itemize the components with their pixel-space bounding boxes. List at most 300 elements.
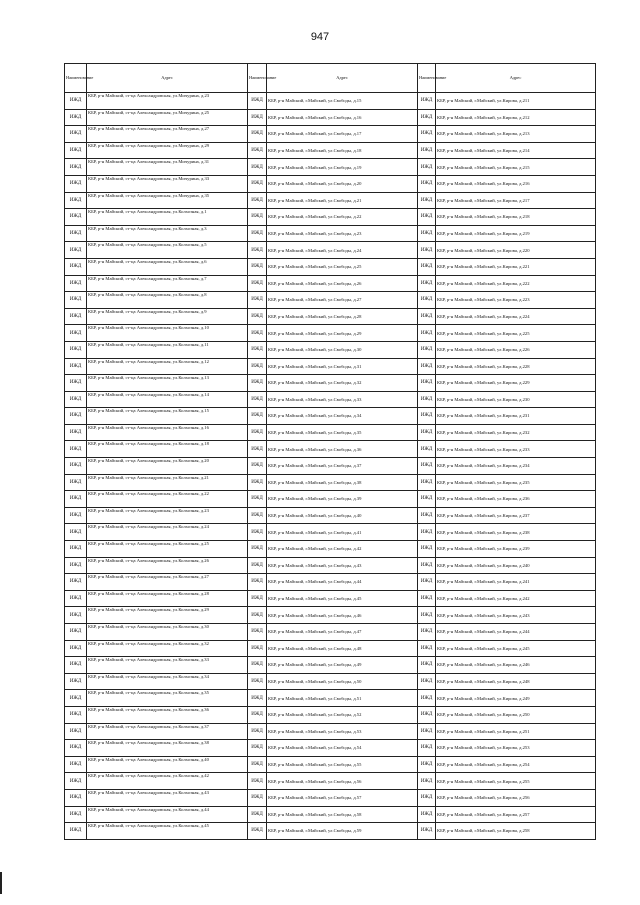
row-address-2: КБР, р-н Майский, г.Майский, ул.Свободы, д.55 (267, 756, 418, 773)
row-type-3: ИЖД (418, 192, 436, 209)
row-type-3: ИЖД (418, 258, 436, 275)
row-type-2: ИЖД (248, 441, 267, 458)
row-type-2: ИЖД (248, 673, 267, 690)
row-type-2: ИЖД (248, 159, 267, 176)
row-type-3: ИЖД (418, 640, 436, 657)
row-type-2: ИЖД (248, 175, 267, 192)
row-address-1: КБР, р-н Майский, ст-ца Александровская, ул.Колхозная, д.42 (87, 773, 248, 790)
row-address-1: КБР, р-н Майский, ст-ца Александровская, ул.Колхозная, д.16 (87, 424, 248, 441)
row-type-1: ИЖД (65, 225, 87, 242)
row-type-1: ИЖД (65, 341, 87, 358)
table-row (65, 541, 596, 558)
row-address-1: КБР, р-н Майский, ст-ца Александровская, ул.Колхозная, д.18 (87, 441, 248, 458)
row-address-3: КБР, р-н Майский, г.Майский, ул.Кирова, д.222 (436, 275, 596, 292)
row-type-1: ИЖД (65, 258, 87, 275)
row-address-1: КБР, р-н Майский, ст-ца Александровская, ул.Колхозная, д.13 (87, 375, 248, 392)
row-address-2: КБР, р-н Майский, г.Майский, ул.Свободы, д.41 (267, 524, 418, 541)
row-address-2: КБР, р-н Майский, г.Майский, ул.Свободы, д.28 (267, 308, 418, 325)
row-address-3: КБР, р-н Майский, г.Майский, ул.Кирова, д.254 (436, 756, 596, 773)
row-address-1: КБР, р-н Майский, ст-ца Александровская, ул.Мичурина, д.35 (87, 192, 248, 209)
table-row (65, 242, 596, 259)
row-type-3: ИЖД (418, 474, 436, 491)
row-address-2: КБР, р-н Майский, г.Майский, ул.Свободы, д.25 (267, 258, 418, 275)
row-address-2: КБР, р-н Майский, г.Майский, ул.Свободы, д.27 (267, 292, 418, 309)
row-type-2: ИЖД (248, 358, 267, 375)
row-type-2: ИЖД (248, 789, 267, 806)
table-row (65, 192, 596, 209)
row-type-2: ИЖД (248, 557, 267, 574)
row-address-3: КБР, р-н Майский, г.Майский, ул.Кирова, д.250 (436, 706, 596, 723)
row-type-2: ИЖД (248, 823, 267, 840)
row-type-3: ИЖД (418, 126, 436, 143)
table-row (65, 209, 596, 226)
row-address-2: КБР, р-н Майский, г.Майский, ул.Свободы, д.54 (267, 740, 418, 757)
row-address-1: КБР, р-н Майский, ст-ца Александровская, ул.Колхозная, д.30 (87, 624, 248, 641)
row-type-2: ИЖД (248, 93, 267, 110)
table-row (65, 756, 596, 773)
table-row (65, 292, 596, 309)
row-type-3: ИЖД (418, 93, 436, 110)
row-address-3: КБР, р-н Майский, г.Майский, ул.Кирова, д.238 (436, 524, 596, 541)
row-address-1: КБР, р-н Майский, ст-ца Александровская, ул.Колхозная, д.7 (87, 275, 248, 292)
row-type-2: ИЖД (248, 690, 267, 707)
row-address-1: КБР, р-н Майский, ст-ца Александровская, ул.Колхозная, д.43 (87, 789, 248, 806)
table-row (65, 275, 596, 292)
row-type-2: ИЖД (248, 325, 267, 342)
row-address-2: КБР, р-н Майский, г.Майский, ул.Свободы, д.33 (267, 391, 418, 408)
row-type-3: ИЖД (418, 341, 436, 358)
row-type-2: ИЖД (248, 275, 267, 292)
row-address-3: КБР, р-н Майский, г.Майский, ул.Кирова, д.218 (436, 209, 596, 226)
table-row (65, 258, 596, 275)
row-type-2: ИЖД (248, 292, 267, 309)
row-address-3: КБР, р-н Майский, г.Майский, ул.Кирова, д.216 (436, 175, 596, 192)
table-row (65, 673, 596, 690)
row-address-2: КБР, р-н Майский, г.Майский, ул.Свободы, д.19 (267, 159, 418, 176)
scan-edge-mark (0, 872, 2, 894)
row-type-3: ИЖД (418, 823, 436, 840)
table-row (65, 225, 596, 242)
row-address-1: КБР, р-н Майский, ст-ца Александровская, ул.Мичурина, д.25 (87, 109, 248, 126)
row-address-3: КБР, р-н Майский, г.Майский, ул.Кирова, д.233 (436, 441, 596, 458)
row-type-2: ИЖД (248, 491, 267, 508)
row-type-2: ИЖД (248, 773, 267, 790)
row-type-1: ИЖД (65, 441, 87, 458)
row-type-1: ИЖД (65, 773, 87, 790)
row-address-3: КБР, р-н Майский, г.Майский, ул.Кирова, д.237 (436, 507, 596, 524)
row-address-1: КБР, р-н Майский, ст-ца Александровская, ул.Колхозная, д.44 (87, 806, 248, 823)
row-type-1: ИЖД (65, 126, 87, 143)
row-address-1: КБР, р-н Майский, ст-ца Александровская, ул.Колхозная, д.12 (87, 358, 248, 375)
row-address-1: КБР, р-н Майский, ст-ца Александровская, ул.Колхозная, д.14 (87, 391, 248, 408)
row-address-2: КБР, р-н Майский, г.Майский, ул.Свободы, д.20 (267, 175, 418, 192)
row-address-3: КБР, р-н Майский, г.Майский, ул.Кирова, д.225 (436, 325, 596, 342)
row-address-1: КБР, р-н Майский, ст-ца Александровская, ул.Колхозная, д.27 (87, 574, 248, 591)
header-address-2: Адрес (267, 64, 418, 93)
table-row (65, 690, 596, 707)
row-address-2: КБР, р-н Майский, г.Майский, ул.Свободы, д.15 (267, 93, 418, 110)
row-address-1: КБР, р-н Майский, ст-ца Александровская, ул.Колхозная, д.24 (87, 524, 248, 541)
page-number: 947 (310, 31, 330, 43)
row-type-1: ИЖД (65, 375, 87, 392)
row-address-1: КБР, р-н Майский, ст-ца Александровская, ул.Колхозная, д.10 (87, 325, 248, 342)
row-type-2: ИЖД (248, 756, 267, 773)
row-type-3: ИЖД (418, 673, 436, 690)
row-address-2: КБР, р-н Майский, г.Майский, ул.Свободы, д.35 (267, 424, 418, 441)
row-address-1: КБР, р-н Майский, ст-ца Александровская, ул.Колхозная, д.25 (87, 541, 248, 558)
table-row (65, 474, 596, 491)
table-row (65, 823, 596, 840)
row-address-2: КБР, р-н Майский, г.Майский, ул.Свободы, д.38 (267, 474, 418, 491)
row-type-1: ИЖД (65, 491, 87, 508)
row-type-1: ИЖД (65, 706, 87, 723)
row-address-1: КБР, р-н Майский, ст-ца Александровская, ул.Колхозная, д.36 (87, 706, 248, 723)
row-type-3: ИЖД (418, 242, 436, 259)
row-type-3: ИЖД (418, 624, 436, 641)
row-type-3: ИЖД (418, 458, 436, 475)
row-address-1: КБР, р-н Майский, ст-ца Александровская, ул.Колхозная, д.33 (87, 657, 248, 674)
row-address-1: КБР, р-н Майский, ст-ца Александровская, ул.Колхозная, д.8 (87, 292, 248, 309)
row-address-1: КБР, р-н Майский, ст-ца Александровская, ул.Колхозная, д.38 (87, 740, 248, 757)
row-address-3: КБР, р-н Майский, г.Майский, ул.Кирова, д.214 (436, 142, 596, 159)
row-type-2: ИЖД (248, 607, 267, 624)
table-row (65, 607, 596, 624)
row-address-1: КБР, р-н Майский, ст-ца Александровская, ул.Колхозная, д.23 (87, 507, 248, 524)
table-row (65, 175, 596, 192)
table-row (65, 93, 596, 110)
row-type-2: ИЖД (248, 225, 267, 242)
row-address-2: КБР, р-н Майский, г.Майский, ул.Свободы, д.39 (267, 491, 418, 508)
row-type-2: ИЖД (248, 242, 267, 259)
row-type-1: ИЖД (65, 109, 87, 126)
row-address-3: КБР, р-н Майский, г.Майский, ул.Кирова, д.253 (436, 740, 596, 757)
row-address-3: КБР, р-н Майский, г.Майский, ул.Кирова, д.221 (436, 258, 596, 275)
table-row (65, 142, 596, 159)
row-address-3: КБР, р-н Майский, г.Майский, ул.Кирова, д.211 (436, 93, 596, 110)
row-address-3: КБР, р-н Майский, г.Майский, ул.Кирова, д.245 (436, 640, 596, 657)
row-type-1: ИЖД (65, 175, 87, 192)
row-address-2: КБР, р-н Майский, г.Майский, ул.Свободы, д.30 (267, 341, 418, 358)
row-address-1: КБР, р-н Майский, ст-ца Александровская, ул.Колхозная, д.3 (87, 225, 248, 242)
row-type-1: ИЖД (65, 524, 87, 541)
row-address-3: КБР, р-н Майский, г.Майский, ул.Кирова, д.213 (436, 126, 596, 143)
row-address-3: КБР, р-н Майский, г.Майский, ул.Кирова, д.241 (436, 574, 596, 591)
row-type-1: ИЖД (65, 574, 87, 591)
row-type-1: ИЖД (65, 673, 87, 690)
table-row (65, 624, 596, 641)
table-row (65, 126, 596, 143)
header-name-2: Наименование (248, 64, 267, 93)
row-type-1: ИЖД (65, 209, 87, 226)
row-type-3: ИЖД (418, 209, 436, 226)
row-address-1: КБР, р-н Майский, ст-ца Александровская, ул.Колхозная, д.20 (87, 458, 248, 475)
row-type-2: ИЖД (248, 391, 267, 408)
row-type-1: ИЖД (65, 93, 87, 110)
row-type-2: ИЖД (248, 341, 267, 358)
row-address-2: КБР, р-н Майский, г.Майский, ул.Свободы, д.21 (267, 192, 418, 209)
table-row (65, 341, 596, 358)
row-type-1: ИЖД (65, 740, 87, 757)
table-row (65, 706, 596, 723)
row-address-3: КБР, р-н Майский, г.Майский, ул.Кирова, д.235 (436, 474, 596, 491)
row-type-2: ИЖД (248, 524, 267, 541)
row-type-2: ИЖД (248, 192, 267, 209)
address-table (64, 63, 596, 840)
row-type-1: ИЖД (65, 192, 87, 209)
table-row (65, 557, 596, 574)
row-type-2: ИЖД (248, 657, 267, 674)
row-type-2: ИЖД (248, 209, 267, 226)
row-type-1: ИЖД (65, 789, 87, 806)
table-row (65, 491, 596, 508)
row-type-3: ИЖД (418, 657, 436, 674)
row-address-2: КБР, р-н Майский, г.Майский, ул.Свободы, д.45 (267, 590, 418, 607)
row-type-2: ИЖД (248, 507, 267, 524)
row-address-3: КБР, р-н Майский, г.Майский, ул.Кирова, д.212 (436, 109, 596, 126)
row-type-2: ИЖД (248, 706, 267, 723)
row-address-3: КБР, р-н Майский, г.Майский, ул.Кирова, д.229 (436, 375, 596, 392)
row-address-2: КБР, р-н Майский, г.Майский, ул.Свободы, д.26 (267, 275, 418, 292)
row-address-3: КБР, р-н Майский, г.Майский, ул.Кирова, д.240 (436, 557, 596, 574)
row-type-3: ИЖД (418, 159, 436, 176)
row-address-3: КБР, р-н Майский, г.Майский, ул.Кирова, д.244 (436, 624, 596, 641)
table-row (65, 159, 596, 176)
row-address-1: КБР, р-н Майский, ст-ца Александровская, ул.Колхозная, д.34 (87, 673, 248, 690)
row-address-2: КБР, р-н Майский, г.Майский, ул.Свободы, д.23 (267, 225, 418, 242)
table-row (65, 574, 596, 591)
header-address-1: Адрес (87, 64, 248, 93)
row-address-2: КБР, р-н Майский, г.Майский, ул.Свободы, д.31 (267, 358, 418, 375)
row-type-3: ИЖД (418, 773, 436, 790)
row-address-1: КБР, р-н Майский, ст-ца Александровская, ул.Колхозная, д.21 (87, 474, 248, 491)
row-type-3: ИЖД (418, 723, 436, 740)
row-type-3: ИЖД (418, 574, 436, 591)
row-address-3: КБР, р-н Майский, г.Майский, ул.Кирова, д.232 (436, 424, 596, 441)
table-row (65, 441, 596, 458)
row-address-3: КБР, р-н Майский, г.Майский, ул.Кирова, д.234 (436, 458, 596, 475)
row-address-1: КБР, р-н Майский, ст-ца Александровская, ул.Колхозная, д.5 (87, 242, 248, 259)
row-type-2: ИЖД (248, 574, 267, 591)
table-row (65, 308, 596, 325)
row-type-3: ИЖД (418, 607, 436, 624)
row-address-2: КБР, р-н Майский, г.Майский, ул.Свободы, д.24 (267, 242, 418, 259)
header-row (65, 64, 596, 93)
row-type-3: ИЖД (418, 789, 436, 806)
row-type-3: ИЖД (418, 292, 436, 309)
table-row (65, 325, 596, 342)
row-address-3: КБР, р-н Майский, г.Майский, ул.Кирова, д.256 (436, 789, 596, 806)
table-row (65, 109, 596, 126)
row-type-2: ИЖД (248, 109, 267, 126)
row-address-2: КБР, р-н Майский, г.Майский, ул.Свободы, д.47 (267, 624, 418, 641)
header-address-3: Адрес (436, 64, 596, 93)
row-type-1: ИЖД (65, 557, 87, 574)
row-address-1: КБР, р-н Майский, ст-ца Александровская, ул.Мичурина, д.23 (87, 93, 248, 110)
row-address-2: КБР, р-н Майский, г.Майский, ул.Свободы, д.17 (267, 126, 418, 143)
row-type-2: ИЖД (248, 624, 267, 641)
row-address-3: КБР, р-н Майский, г.Майский, ул.Кирова, д.239 (436, 541, 596, 558)
table-row (65, 458, 596, 475)
row-address-3: КБР, р-н Майский, г.Майский, ул.Кирова, д.258 (436, 823, 596, 840)
row-address-3: КБР, р-н Майский, г.Майский, ул.Кирова, д.246 (436, 657, 596, 674)
row-type-1: ИЖД (65, 408, 87, 425)
row-address-3: КБР, р-н Майский, г.Майский, ул.Кирова, д.251 (436, 723, 596, 740)
row-address-2: КБР, р-н Майский, г.Майский, ул.Свободы, д.51 (267, 690, 418, 707)
row-type-3: ИЖД (418, 175, 436, 192)
row-type-2: ИЖД (248, 458, 267, 475)
row-address-2: КБР, р-н Майский, г.Майский, ул.Свободы, д.29 (267, 325, 418, 342)
row-type-1: ИЖД (65, 424, 87, 441)
row-type-2: ИЖД (248, 590, 267, 607)
row-address-1: КБР, р-н Майский, ст-ца Александровская, ул.Колхозная, д.6 (87, 258, 248, 275)
row-type-3: ИЖД (418, 142, 436, 159)
row-type-1: ИЖД (65, 657, 87, 674)
row-type-3: ИЖД (418, 541, 436, 558)
row-type-1: ИЖД (65, 391, 87, 408)
row-address-2: КБР, р-н Майский, г.Майский, ул.Свободы, д.44 (267, 574, 418, 591)
row-address-2: КБР, р-н Майский, г.Майский, ул.Свободы, д.40 (267, 507, 418, 524)
table-row (65, 424, 596, 441)
row-type-2: ИЖД (248, 723, 267, 740)
row-type-2: ИЖД (248, 126, 267, 143)
row-address-1: КБР, р-н Майский, ст-ца Александровская, ул.Колхозная, д.28 (87, 590, 248, 607)
row-address-2: КБР, р-н Майский, г.Майский, ул.Свободы, д.50 (267, 673, 418, 690)
table-row (65, 507, 596, 524)
row-address-3: КБР, р-н Майский, г.Майский, ул.Кирова, д.223 (436, 292, 596, 309)
row-type-3: ИЖД (418, 109, 436, 126)
row-type-2: ИЖД (248, 640, 267, 657)
table-row (65, 789, 596, 806)
row-address-3: КБР, р-н Майский, г.Майский, ул.Кирова, д.242 (436, 590, 596, 607)
row-type-1: ИЖД (65, 640, 87, 657)
row-type-2: ИЖД (248, 375, 267, 392)
row-type-3: ИЖД (418, 225, 436, 242)
row-address-2: КБР, р-н Майский, г.Майский, ул.Свободы, д.57 (267, 789, 418, 806)
row-type-3: ИЖД (418, 507, 436, 524)
row-address-1: КБР, р-н Майский, ст-ца Александровская, ул.Колхозная, д.32 (87, 640, 248, 657)
row-type-1: ИЖД (65, 806, 87, 823)
table-row (65, 657, 596, 674)
row-type-3: ИЖД (418, 275, 436, 292)
row-type-3: ИЖД (418, 590, 436, 607)
row-type-1: ИЖД (65, 142, 87, 159)
row-type-1: ИЖД (65, 723, 87, 740)
row-type-3: ИЖД (418, 756, 436, 773)
table-row (65, 391, 596, 408)
row-type-3: ИЖД (418, 706, 436, 723)
row-type-3: ИЖД (418, 391, 436, 408)
row-type-1: ИЖД (65, 325, 87, 342)
row-type-2: ИЖД (248, 408, 267, 425)
row-address-3: КБР, р-н Майский, г.Майский, ул.Кирова, д.243 (436, 607, 596, 624)
row-type-1: ИЖД (65, 507, 87, 524)
row-address-3: КБР, р-н Майский, г.Майский, ул.Кирова, д.257 (436, 806, 596, 823)
header-name-3: Наименование (418, 64, 436, 93)
row-address-3: КБР, р-н Майский, г.Майский, ул.Кирова, д.230 (436, 391, 596, 408)
row-type-3: ИЖД (418, 441, 436, 458)
row-type-1: ИЖД (65, 541, 87, 558)
row-type-3: ИЖД (418, 375, 436, 392)
table-row (65, 408, 596, 425)
row-address-2: КБР, р-н Майский, г.Майский, ул.Свободы, д.34 (267, 408, 418, 425)
row-address-1: КБР, р-н Майский, ст-ца Александровская, ул.Мичурина, д.29 (87, 142, 248, 159)
row-type-3: ИЖД (418, 325, 436, 342)
row-type-1: ИЖД (65, 756, 87, 773)
row-address-2: КБР, р-н Майский, г.Майский, ул.Свободы, д.49 (267, 657, 418, 674)
row-address-2: КБР, р-н Майский, г.Майский, ул.Свободы, д.22 (267, 209, 418, 226)
row-type-3: ИЖД (418, 308, 436, 325)
table-row (65, 590, 596, 607)
row-address-3: КБР, р-н Майский, г.Майский, ул.Кирова, д.217 (436, 192, 596, 209)
row-type-3: ИЖД (418, 740, 436, 757)
table-row (65, 524, 596, 541)
row-address-1: КБР, р-н Майский, ст-ца Александровская, ул.Мичурина, д.31 (87, 159, 248, 176)
row-address-2: КБР, р-н Майский, г.Майский, ул.Свободы, д.53 (267, 723, 418, 740)
row-address-2: КБР, р-н Майский, г.Майский, ул.Свободы, д.56 (267, 773, 418, 790)
row-type-1: ИЖД (65, 590, 87, 607)
row-address-2: КБР, р-н Майский, г.Майский, ул.Свободы, д.59 (267, 823, 418, 840)
row-type-3: ИЖД (418, 491, 436, 508)
table-row (65, 640, 596, 657)
row-type-1: ИЖД (65, 275, 87, 292)
row-address-1: КБР, р-н Майский, ст-ца Александровская, ул.Колхозная, д.35 (87, 690, 248, 707)
table-row (65, 773, 596, 790)
row-type-1: ИЖД (65, 690, 87, 707)
row-address-1: КБР, р-н Майский, ст-ца Александровская, ул.Колхозная, д.22 (87, 491, 248, 508)
row-type-3: ИЖД (418, 557, 436, 574)
table-row (65, 375, 596, 392)
row-type-2: ИЖД (248, 258, 267, 275)
row-type-3: ИЖД (418, 524, 436, 541)
row-type-1: ИЖД (65, 458, 87, 475)
row-type-3: ИЖД (418, 358, 436, 375)
row-address-3: КБР, р-н Майский, г.Майский, ул.Кирова, д.236 (436, 491, 596, 508)
table-row (65, 358, 596, 375)
row-address-3: КБР, р-н Майский, г.Майский, ул.Кирова, д.215 (436, 159, 596, 176)
row-address-3: КБР, р-н Майский, г.Майский, ул.Кирова, д.231 (436, 408, 596, 425)
table-row (65, 806, 596, 823)
row-type-2: ИЖД (248, 142, 267, 159)
row-type-1: ИЖД (65, 159, 87, 176)
row-type-3: ИЖД (418, 806, 436, 823)
row-address-3: КБР, р-н Майский, г.Майский, ул.Кирова, д.255 (436, 773, 596, 790)
row-type-2: ИЖД (248, 740, 267, 757)
row-type-1: ИЖД (65, 308, 87, 325)
row-address-3: КБР, р-н Майский, г.Майский, ул.Кирова, д.249 (436, 690, 596, 707)
row-type-3: ИЖД (418, 424, 436, 441)
row-address-3: КБР, р-н Майский, г.Майский, ул.Кирова, д.248 (436, 673, 596, 690)
row-address-2: КБР, р-н Майский, г.Майский, ул.Свободы, д.42 (267, 541, 418, 558)
row-address-3: КБР, р-н Майский, г.Майский, ул.Кирова, д.219 (436, 225, 596, 242)
table-row (65, 723, 596, 740)
row-address-2: КБР, р-н Майский, г.Майский, ул.Свободы, д.36 (267, 441, 418, 458)
table-body (65, 93, 596, 840)
row-address-1: КБР, р-н Майский, ст-ца Александровская, ул.Колхозная, д.29 (87, 607, 248, 624)
row-type-2: ИЖД (248, 806, 267, 823)
row-type-1: ИЖД (65, 474, 87, 491)
row-address-2: КБР, р-н Майский, г.Майский, ул.Свободы, д.32 (267, 375, 418, 392)
row-address-1: КБР, р-н Майский, ст-ца Александровская, ул.Колхозная, д.15 (87, 408, 248, 425)
row-address-2: КБР, р-н Майский, г.Майский, ул.Свободы, д.46 (267, 607, 418, 624)
row-type-2: ИЖД (248, 424, 267, 441)
row-type-2: ИЖД (248, 474, 267, 491)
row-type-2: ИЖД (248, 541, 267, 558)
row-address-2: КБР, р-н Майский, г.Майский, ул.Свободы, д.48 (267, 640, 418, 657)
row-type-1: ИЖД (65, 823, 87, 840)
row-address-2: КБР, р-н Майский, г.Майский, ул.Свободы, д.43 (267, 557, 418, 574)
row-address-1: КБР, р-н Майский, ст-ца Александровская, ул.Колхозная, д.9 (87, 308, 248, 325)
row-type-3: ИЖД (418, 408, 436, 425)
